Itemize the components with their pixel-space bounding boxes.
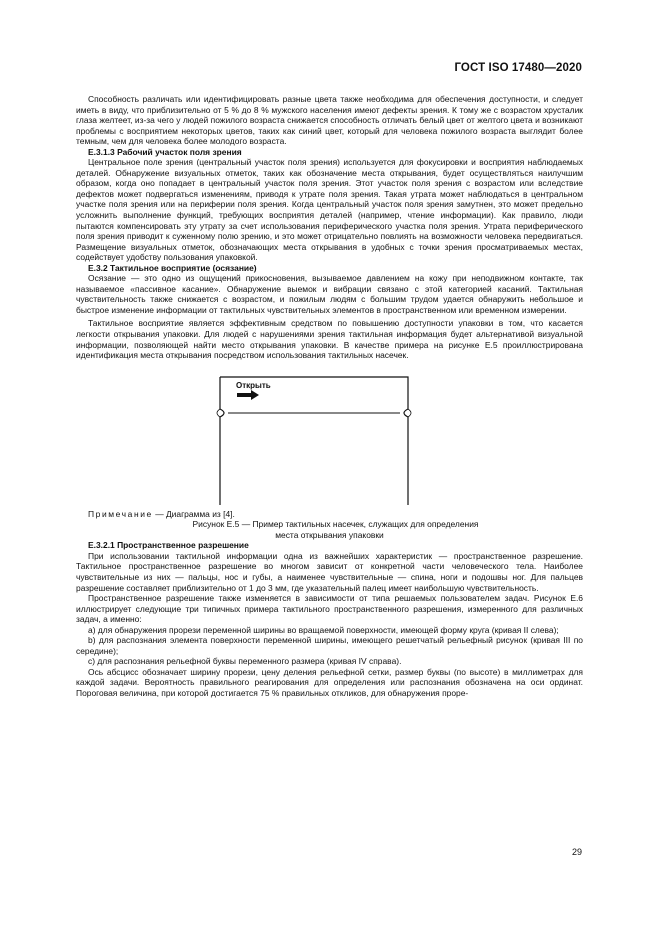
note-prefix: Примечание [88, 508, 153, 519]
package-left-outline [220, 377, 224, 505]
section-heading-spatial-resolution: E.3.2.1 Пространственное разрешение [88, 540, 249, 551]
open-label: Открыть [236, 380, 271, 390]
right-notch-icon [408, 409, 411, 417]
arrow-shaft [237, 393, 251, 397]
page-number: 29 [571, 847, 582, 857]
note-text: — Диаграмма из [4]. [152, 508, 235, 519]
page-body [76, 94, 583, 699]
paragraph-resolution-tasks: Пространственное разрешение также изменяется в зависимости от типа решаемых пользователем задач. Рисунок E.6 иллюстрирует следующие три типичных примера тактильного пространственного разрешения, измеренного для различных задач, а именно: [76, 593, 583, 625]
figure-caption [76, 519, 583, 540]
section-heading-tactile: E.3.2 Тактильное восприятие (осязание) [88, 262, 257, 273]
left-notch-icon [217, 409, 220, 417]
package-diagram [216, 375, 416, 505]
paragraph-touch: Осязание — это одно из ощущений прикосновения, вызываемое давлением на кожу при неподвижном контакте, так называемое «пассивное касание». Обнаружение выемок и вибрации связано с этой категорией касаний. Тактильная чувствительность также снижается с возрастом, и пожилым людям с большим трудом удается обнаружить небольшое и быстрое изменение информации от тактильных чувствительных элементов в пространственном или временном измерении. [76, 273, 583, 315]
paragraph-axes: Ось абсцисс обозначает ширину прорези, цену деления рельефной сетки, размер буквы (по высоте) в миллиметрах для каждой задачи. Вероятность правильного реагирования для определения или распознания обозначена на оси ординат. Пороговая величина, при которой достигается 75 % правильных откликов, для обнаружения проре- [76, 666, 583, 698]
list-item-b: b) для распознания элемента поверхности переменной ширины, имеющего решетчатый рельефный рисунок (кривая III по середине); [76, 635, 583, 656]
document-header: ГОСТ ISO 17480—2020 [454, 62, 582, 74]
section-heading-visual-field: E.3.1.3 Рабочий участок поля зрения [88, 146, 242, 157]
caption-line-2: места открывания упаковки [275, 529, 384, 540]
paragraph-visual-field: Центральное поле зрения (центральный участок поля зрения) используется для фокусировки и восприятия наблюдаемых деталей. Обнаружение визуальных отметок, таких как обозначение места открывания, будет осуществляться наилучшим образом, когда оно попадает в центральный участок поля зрения. Этот участок поля зрения с возрастом или вследствие дефектов может подвергаться изменениям, приводя к утрате поля зрения. Такая утрата может наблюдаться в центральном участке поля зрения или на периферии поля зрения. Когда центральный участок поля зрения замутнен, это может предельно усложнить выполнение функций, требующих восприятия деталей (например, чтение информации). Как правило, люди пытаются компенсировать эту утрату за счет использования периферического участка поля зрения. Утрата периферического поля зрения приводит к суженному полю зрению, и это может отрицательно повлиять на возможности человека передвигаться. Размещение визуальных отметок, обозначающих места открывания в удобных с точки зрения просматриваемых местах, содействует удобству пользования упаковкой. [76, 157, 583, 263]
list-item-a: a) для обнаружения прорези переменной ширины во вращаемой поверхности, имеющей форму круга (кривая II слева); [88, 624, 559, 635]
figure-note [76, 509, 583, 520]
paragraph-tactile-accessibility: Тактильное восприятие является эффективным средством по повышению доступности упаковки в том, что касается легкости открывания упаковки. Для людей с нарушениями зрения тактильная информация будет альтернативой визуальной информации, позволяющей найти место открывания упаковки. В качестве примера на рисунке E.5 проиллюстрирована идентификация места открывания посредством использования тактильных насечек. [76, 318, 583, 361]
paragraph-color-vision: Способность различать или идентифицировать разные цвета также необходима для обеспечения доступности, и следует иметь в виду, что приблизительно от 5 % до 8 % мужского населения имеют дефекты зрения. К тому же с возрастом хрусталик глаза желтеет, из-за чего у людей пожилого возраста снижается способность отличать белый цвет от желтого цвета и возникают проблемы с восприятием некоторых цветов, таких как синий цвет, который для человека пожилого возраста выглядит более темным, чем для человека более молодого возраста. [76, 94, 583, 147]
arrow-head-icon [251, 390, 259, 400]
paragraph-spatial-resolution: При использовании тактильной информации одна из важнейших характеристик — пространственное разрешение. Тактильное пространственное разрешение во многом зависит от конкретной части человеческого тела. Наиболее чувствительные из них — пальцы, нос и губы, а наименее чувствительные — спина, ноги и подошвы ног. Для пальцев разрешение составляет приблизительно от 1 до 3 мм, где указательный палец имеет наибольшую чувствительность. [76, 550, 583, 593]
caption-line-1: Рисунок E.5 — Пример тактильных насечек, служащих для определения [192, 519, 479, 530]
figure-e5 [76, 361, 583, 509]
list-item-c: c) для распознания рельефной буквы переменного размера (кривая IV справа). [88, 656, 402, 667]
